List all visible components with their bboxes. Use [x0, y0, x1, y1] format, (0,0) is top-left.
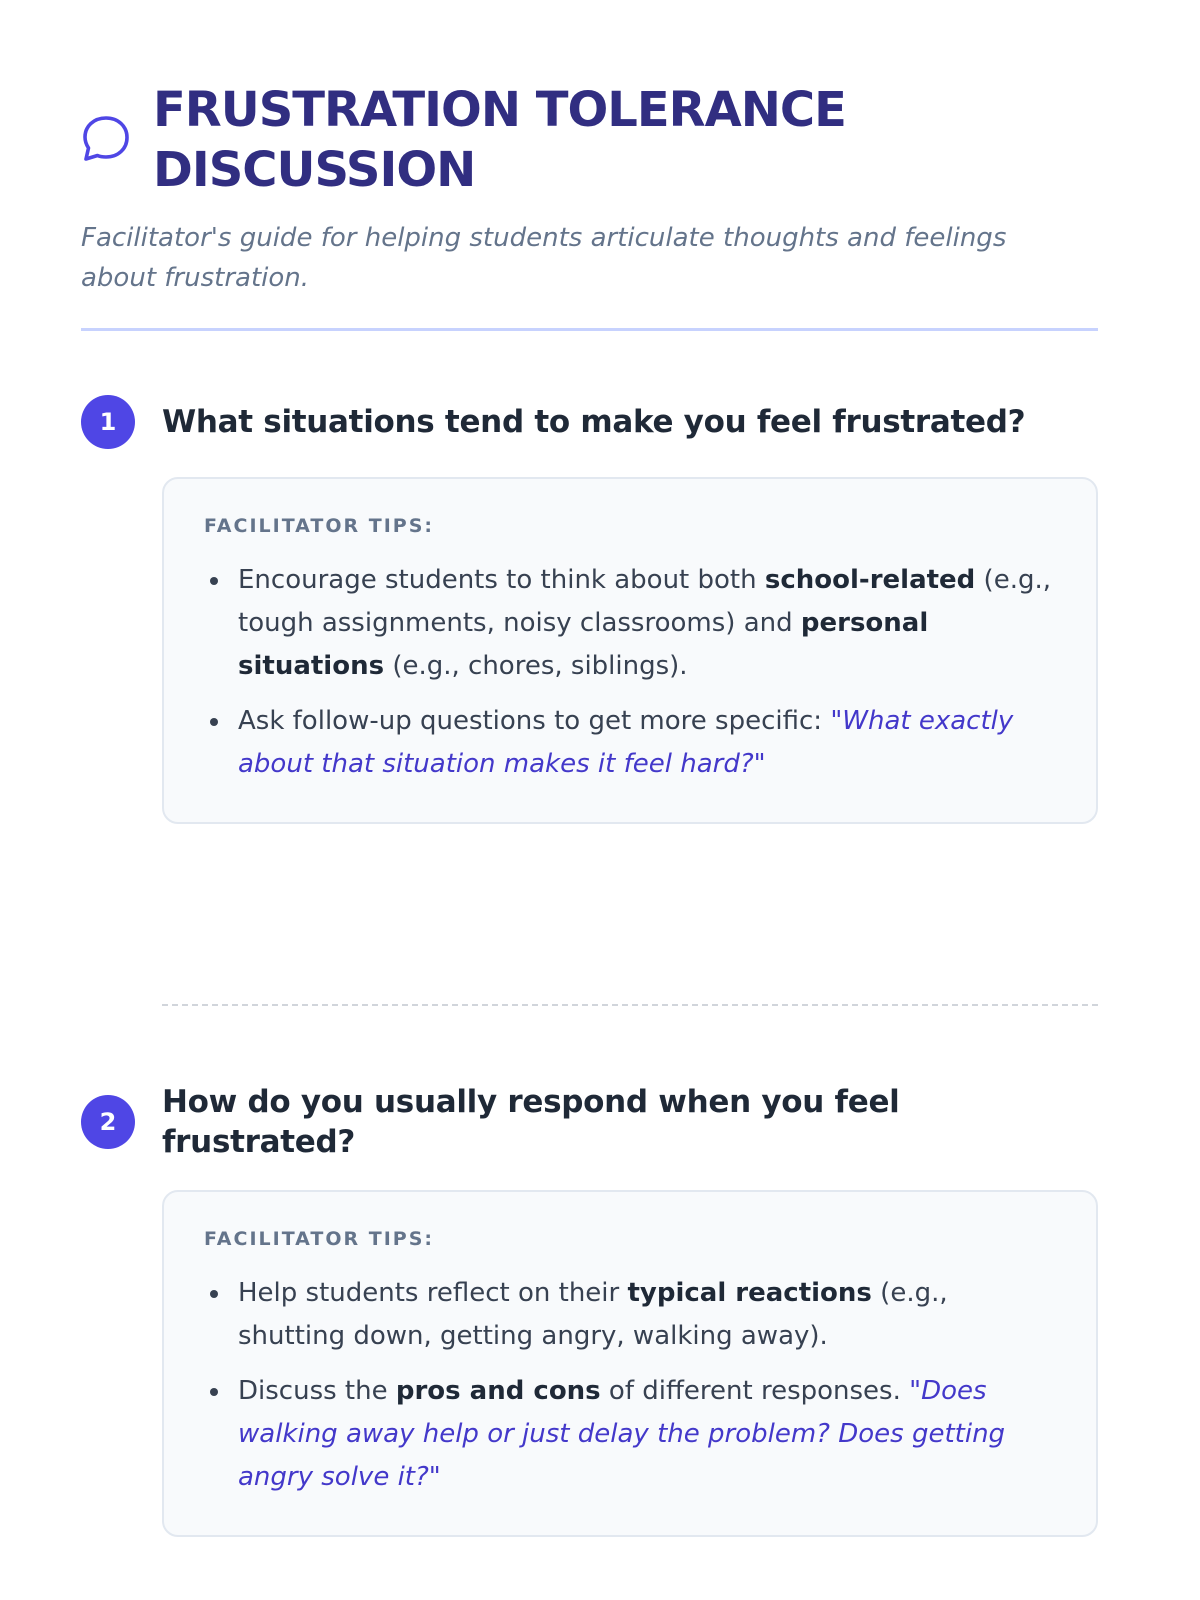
tips-label: FACILITATOR TIPS: — [204, 1228, 435, 1250]
tip-item: Help students reflect on their typical reactions (e.g., shutting down, getting angry, walking away). — [204, 1272, 1056, 1358]
example-quote: "What exactly about that situation makes it feel hard?" — [238, 706, 1014, 779]
question-1 — [81, 395, 1098, 449]
question-number-badge: 2 — [81, 1095, 135, 1149]
example-quote: "Does walking away help or just delay the problem? Does getting angry solve it?" — [238, 1376, 1006, 1492]
header — [81, 80, 1098, 200]
tip-item: Discuss the pros and cons of different responses. "Does walking away help or just delay the problem? Does getting angry solve it?" — [204, 1370, 1056, 1499]
header-divider — [81, 328, 1098, 331]
tips-list — [204, 1272, 1056, 1499]
tips-list — [204, 559, 1056, 786]
section-divider — [162, 1004, 1098, 1006]
facilitator-tips-card — [162, 1190, 1098, 1537]
question-number-badge: 1 — [81, 395, 135, 449]
page-title: FRUSTRATION TOLERANCE DISCUSSION — [153, 82, 846, 198]
page-subtitle: Facilitator's guide for helping students articulate thoughts and feelings about frustration. — [81, 223, 1007, 293]
facilitator-tips-card — [162, 477, 1098, 824]
tip-item: Ask follow-up questions to get more specific: "What exactly about that situation makes it feel hard?" — [204, 700, 1056, 786]
chat-bubble-icon — [81, 114, 131, 164]
question-text: What situations tend to make you feel frustrated? — [162, 404, 1026, 440]
question-2 — [81, 1082, 1098, 1162]
tips-label: FACILITATOR TIPS: — [204, 515, 435, 537]
tip-item: Encourage students to think about both school-related (e.g., tough assignments, noisy classrooms) and personal situations (e.g., chores, siblings). — [204, 559, 1056, 688]
question-text: How do you usually respond when you feel frustrated? — [162, 1084, 900, 1160]
